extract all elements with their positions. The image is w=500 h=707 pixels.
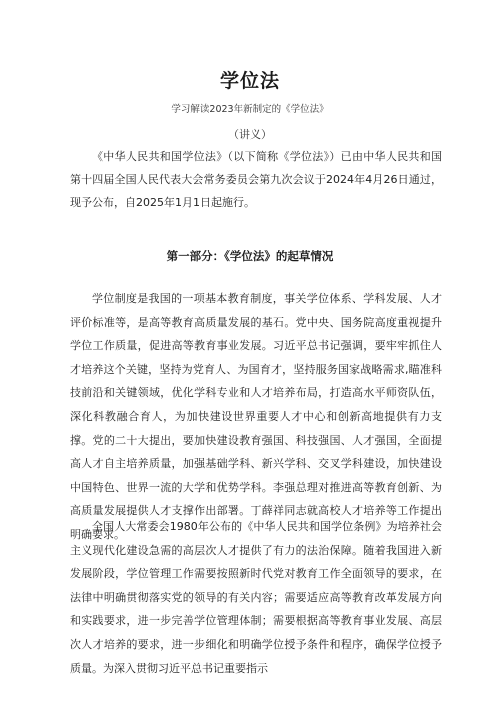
- lecture-label: （讲义）: [228, 128, 272, 141]
- document-title: 学位法: [219, 70, 280, 92]
- document-subtitle: 学习解读2023年新制定的《学位法》: [171, 104, 329, 115]
- section-heading: 第一部分：《学位法》的起草情况: [166, 249, 334, 263]
- intro-paragraph: 《中华人民共和国学位法》（以下简称《学位法》）已由中华人民共和国第十四届全国人民代表大会常务委员会第九次会议于2024年4月26日通过，现予公布，自2025年1月1日起施行。: [70, 150, 442, 209]
- body-paragraph: 全国人大常委会1980年公布的《中华人民共和国学位条例》为培养社会主义现代化建设急需的高层次人才提供了有力的法治保障。随着我国进入新发展阶段，学位管理工作需要按照新时代党对教育工作全面领导的要求，在法律中明确贯彻落实党的领导的有关内容；需要适应高等教育改革发展方向和实践要求，进一步完善学位管理体制；需要根据高等教育事业发展、高层次人才培养的要求，进一步细化和明确学位授予条件和程序，确保学位授予质量。为深入贯彻习近平总书记重要指示: [70, 520, 442, 675]
- body-paragraph: 学位制度是我国的一项基本教育制度，事关学位体系、学科发展、人才评价标准等，是高等教育高质量发展的基石。党中央、国务院高度重视提升学位工作质量，促进高等教育事业发展。习近平总书记强调，要牢牢抓住人才培养这个关键，坚持为党育人、为国育才，坚持服务国家战略需求,瞄准科技前沿和关键领域，优化学科专业和人才培养布局，打造高水平师资队伍，深化科教融合育人，为加快建设世界重要人才中心和创新高地提供有力支撑。党的二十大提出，要加快建设教育强国、科技强国、人才强国，全面提高人才自主培养质量，加强基础学科、新兴学科、交叉学科建设，加快建设中国特色、世界一流的大学和优势学科。李强总理对推进高等教育创新、为高质量发展提供人才支撑作出部署。丁薛祥同志就高校人才培养等工作提出明确要求。: [70, 292, 442, 541]
